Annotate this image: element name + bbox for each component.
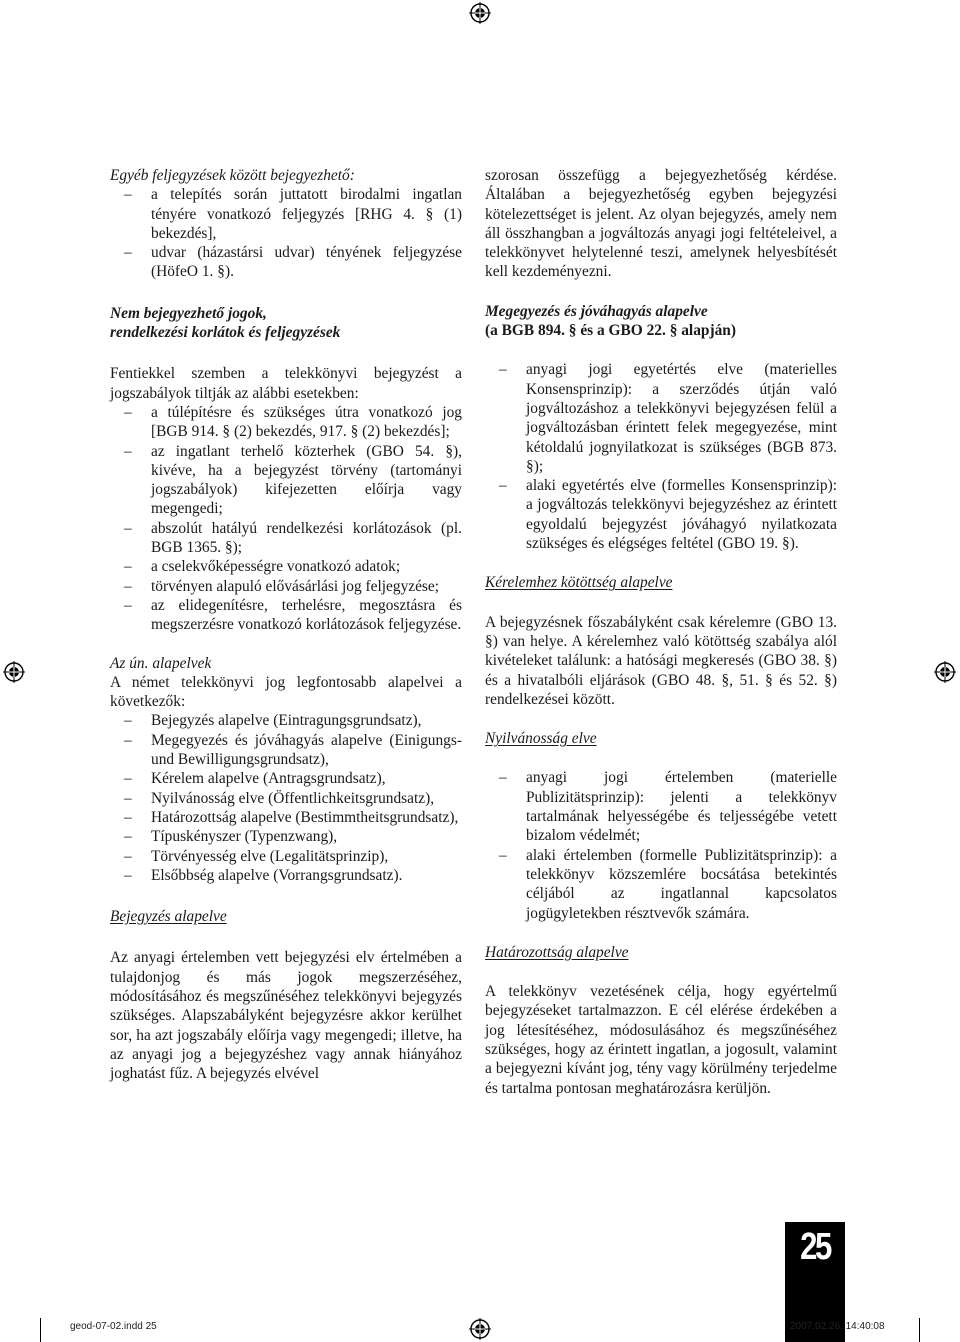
egyeb-list — [110, 185, 462, 281]
bejegyzes-text: Az anyagi értelemben vett bejegyzési elv értelmében a tulajdonjog és más jogok megszerzéséhez, módosításához és megszűnéséhez telekkönyvi bejegyzés szükséges. Alapszabályként bejegyzésre akkor kerülhet sor, ha azt jogszabály előírja vagy megengedi; illetve, ha az anyagi jog a bejegyzéshez vagy annak hiányához joghatást fűz. A bejegyzés elvével — [110, 949, 462, 1083]
nem-intro: Fentiekkel szemben a telekkönyvi bejegyzést a jogszabályok tiltják az alábbi esetekben: — [110, 365, 462, 402]
list-item: – Határozottság alapelve (Bestimmtheitsgrundsatz), — [110, 808, 462, 827]
list-item: – Típuskényszer (Typenzwang), — [110, 827, 462, 846]
continued-text: szorosan összefügg a bejegyezhetőség kérdése. Általában a bejegyezhetőség egyben bejegyzési kötelezettséget is jelent. Az olyan bejegyzés, amely nem áll összhangban a jogváltozás anyagi jogi feltételeivel, a telekkönyvet helytelenné teszi, amelynek helyesbítését kell kezdeményezni. — [485, 167, 837, 281]
registration-mark-bottom-icon — [469, 1318, 491, 1340]
list-item: – Nyilvánosság elve (Öffentlichkeitsgrundsatz), — [110, 789, 462, 808]
list-item: – az ingatlant terhelő közterhek (GBO 54. §), kivéve, ha a bejegyzést törvény (tartományi jogszabályok) kifejezetten előírja vagy megengedi; — [110, 442, 462, 519]
slug-timestamp: 2007.02.26. 14:40:08 — [790, 1321, 885, 1332]
list-item: – a telepítés során juttatott birodalmi ingatlan tényére vonatkozó feljegyzés [RHG 4. § (1) bekezdés], — [110, 185, 462, 243]
crop-mark — [919, 1318, 920, 1342]
megegyezes-heading: Megegyezés és jóváhagyás alapelve — [485, 302, 708, 320]
megegyezes-list — [485, 360, 837, 553]
list-item: – a cselekvőképességre vonatkozó adatok; — [110, 557, 462, 576]
nem-list — [110, 403, 462, 635]
page-number: 25 — [800, 1226, 830, 1268]
list-item: – alaki egyetértés elve (formelles Konsensprinzip): a jogváltozás telekkönyvi bejegyzéshez az érintett egyoldalú bejegyzést jóváhagyó nyilatkozata szükséges és elégséges feltétel (GBO 19. §). — [485, 476, 837, 553]
list-item: – udvar (házastársi udvar) tényének feljegyzése (HöfeO 1. §). — [110, 243, 462, 282]
crop-mark — [40, 1318, 41, 1342]
list-item: – az elidegenítésre, terhelésre, megosztásra és megszerzésre vonatkozó korlátozások feljegyzése. — [110, 596, 462, 635]
slug-filename: geod-07-02.indd 25 — [70, 1321, 157, 1332]
registration-mark-right-icon — [934, 661, 956, 683]
list-item: – anyagi jogi egyetértés elve (materielles Konsensprinzip): a szerződés útján való jogváltozáshoz a telekkönyvi bejegyzésen felül a jogváltozásban érintett felek megegyezése, mint kétoldalú jognyilatkozat is szükséges (BGB 873. §); — [485, 360, 837, 476]
registration-mark-left-icon — [3, 661, 25, 683]
left-column — [110, 166, 462, 1083]
alapelvek-intro: A német telekkönyvi jog legfontosabb alapelvei a következők: — [110, 673, 462, 711]
list-item: – Kérelem alapelve (Antragsgrundsatz), — [110, 769, 462, 788]
alapelvek-list — [110, 711, 462, 885]
kerelem-text: A bejegyzésnek főszabályként csak kérelemre (GBO 13. §) van helye. A kérelemhez való kötöttség szabálya alól kivételeket találunk: a hatósági megkeresés (GBO 38. §) és a hivatalbóli eljárások (GBO 48. §, 51. § és 52. §) rendelkezései között. — [485, 613, 837, 708]
megegyezes-subheading: (a BGB 894. § és a GBO 22. § alapján) — [485, 322, 736, 340]
nyilvanossag-heading: Nyilvánosság elve — [485, 730, 597, 748]
hatarozottsag-text: A telekkönyv vezetésének célja, hogy egyértelmű bejegyzéseket tartalmazzon. E cél elérése érdekében a jog létesítéséhez, módosulásához és megszűnéséhez szükséges, hogy az érintett ingatlan, a jogosult, valamint a bejegyezni kívánt jog, tény vagy körülmény terjedelme és tartalma pontosan meghatározásra kerüljön. — [485, 983, 837, 1097]
list-item: – abszolút hatályú rendelkezési korlátozások (pl. BGB 1365. §); — [110, 519, 462, 558]
list-item: – Törvényesség elve (Legalitätsprinzip), — [110, 847, 462, 866]
list-item: – Bejegyzés alapelve (Eintragungsgrundsatz), — [110, 711, 462, 730]
registration-mark-top-icon — [469, 2, 491, 24]
right-column — [485, 166, 837, 1098]
list-item: – alaki értelemben (formelle Publizitätsprinzip): a telekkönyv közszemlére bocsátása betekintés céljából az ingatlannal kapcsolatos jogügyletekben résztvevők számára. — [485, 846, 837, 923]
nyilvanossag-list — [485, 768, 837, 922]
list-item: – Elsőbbség alapelve (Vorrangsgrundsatz). — [110, 866, 462, 885]
list-item: – a túlépítésre és szükséges útra vonatkozó jog [BGB 914. § (2) bekezdés, 917. § (2) bekezdés]; — [110, 403, 462, 442]
alapelvek-heading: Az ún. alapelvek — [110, 654, 212, 672]
list-item: – anyagi jogi értelemben (materielle Publizitätsprinzip): jelenti a telekkönyv tartalmának helyességébe és teljességébe vetett bizalom védelmét; — [485, 768, 837, 845]
nem-heading-line-1: Nem bejegyezhető jogok, — [110, 304, 267, 322]
egyeb-heading: Egyéb feljegyzések között bejegyezhető: — [110, 167, 355, 184]
kerelem-heading: Kérelemhez kötöttség alapelve — [485, 574, 673, 592]
bejegyzes-heading: Bejegyzés alapelve — [110, 908, 227, 926]
nem-heading-line-2: rendelkezési korlátok és feljegyzések — [110, 324, 341, 342]
list-item: – Megegyezés és jóváhagyás alapelve (Einigungs- und Bewilligungsgrundsatz), — [110, 731, 462, 770]
list-item: – törvényen alapuló elővásárlási jog feljegyzése; — [110, 577, 462, 596]
hatarozottsag-heading: Határozottság alapelve — [485, 943, 629, 961]
